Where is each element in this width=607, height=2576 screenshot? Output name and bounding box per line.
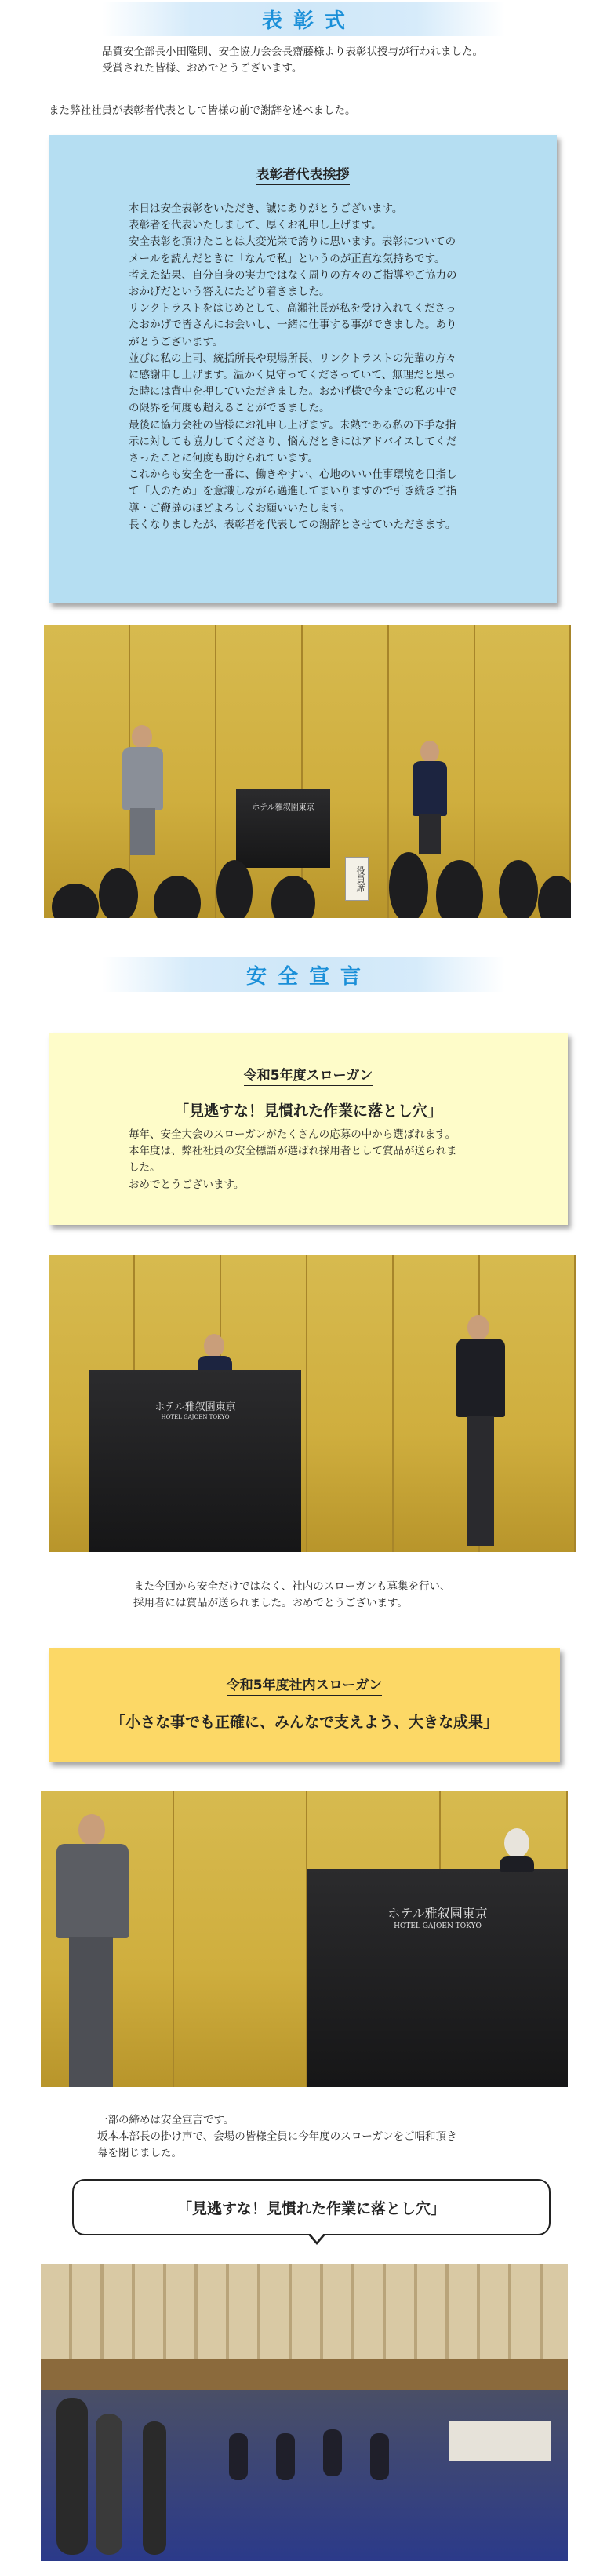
safety-section-title: 安全宣言 bbox=[245, 964, 372, 989]
internal-slogan-box bbox=[49, 1648, 560, 1762]
slogan-year-title: 令和5年度スローガン bbox=[49, 1064, 568, 1084]
internal-slogan-text: 「小さな事でも正確に、みんなで支えよう、大きな成果」 bbox=[110, 1714, 498, 1731]
internal-slogan-title: 令和5年度社内スローガン bbox=[49, 1674, 560, 1693]
representative-speech-box bbox=[49, 135, 557, 603]
internal-slogan-intro: また今回から安全だけではなく、社内のスローガンも募集を行い、 採用者には賞品が送られました。おめでとうございます。 bbox=[133, 1580, 451, 1609]
podium-logo: ホテル雅叙園東京 bbox=[252, 803, 314, 812]
safety-section-heading bbox=[102, 957, 505, 992]
speech-title: 表彰者代表挨拶 bbox=[49, 163, 557, 183]
award-section-heading bbox=[102, 2, 505, 36]
closing-text: 一部の締めは安全宣言です。 坂本本部長の掛け声で、会場の皆様全員に今年度のスローガンをご唱和頂き 幕を閉じました。 bbox=[97, 2114, 457, 2159]
executive-seat-sign: 役員席 bbox=[345, 857, 369, 901]
internal-slogan-photo: ホテル雅叙園東京 HOTEL GAJOEN TOKYO bbox=[41, 1791, 568, 2087]
award-ceremony-photo bbox=[44, 625, 571, 918]
thanks-intro-text: また弊社社員が表彰者代表として皆様の前で謝辞を述べました。 bbox=[49, 104, 356, 117]
speech-body: 本日は安全表彰をいただき、誠にありがとうございます。 表彰者を代表いたしまして、厚くお礼申し上げます。 安全表彰を頂けたことは大変光栄で誇りに思います。表彰についての メールを読んだときに「なんで私」というのが正直な気持ちです。 考えた結果、自分自身の実力ではなく周りの方々のご指導やご協力の おかげだという答えにたどり着きました。 リンクトラストをはじめとして、高瀬社長が私を受け入れてくださっ たおかげで皆さんにお会いし、一緒に仕事する事ができました。あり がとうございます。 並びに私の上司、統括所長や現場所長、リンクトラストの先輩の方々 に感謝申し上げます。温かく見守ってくださっていて、無理だと思っ た時には背中を押していただきました。おかげ様で今までの私の中で の限界を何度も超えることができました。 最後に協力会社の皆様にお礼申し上げます。未熟である私の下手な指 示に対しても協力してくださり、悩んだときにはアドバイスしてくだ さったことに何度も助けられています。 これからも安全を一番に、働きやすい、心地のいい仕事環境を目指し て「人のため」を意識しながら邁進してまいりますので引き続きご指 導・ご鞭撻のほどよろしくお願いいたします。 長くなりましたが、表彰者を代表しての謝辞とさせていただきます。 bbox=[129, 202, 457, 531]
slogan-description: 毎年、安全大会のスローガンがたくさんの応募の中から選ばれます。 本年度は、弊社社員の安全標語が選ばれ採用者として賞品が送られま した。 おめでとうございます。 bbox=[129, 1128, 457, 1191]
slogan-award-photo: ホテル雅叙園東京 HOTEL GAJOEN TOKYO bbox=[49, 1255, 576, 1552]
venue-recital-photo bbox=[41, 2264, 568, 2561]
award-section-title: 表彰式 bbox=[261, 9, 356, 33]
award-intro-text: 品質安全部長小田隆則、安全協力会会長齋藤様より表彰状授与が行われました。 受賞された皆様、おめでとうございます。 bbox=[102, 46, 483, 75]
slogan-text: 「見逃すな！見慣れた作業に落とし穴」 bbox=[173, 1102, 442, 1120]
slogan-speech-bubble: 「見逃すな！見慣れた作業に落とし穴」 bbox=[72, 2179, 551, 2235]
slogan-box bbox=[49, 1033, 568, 1225]
